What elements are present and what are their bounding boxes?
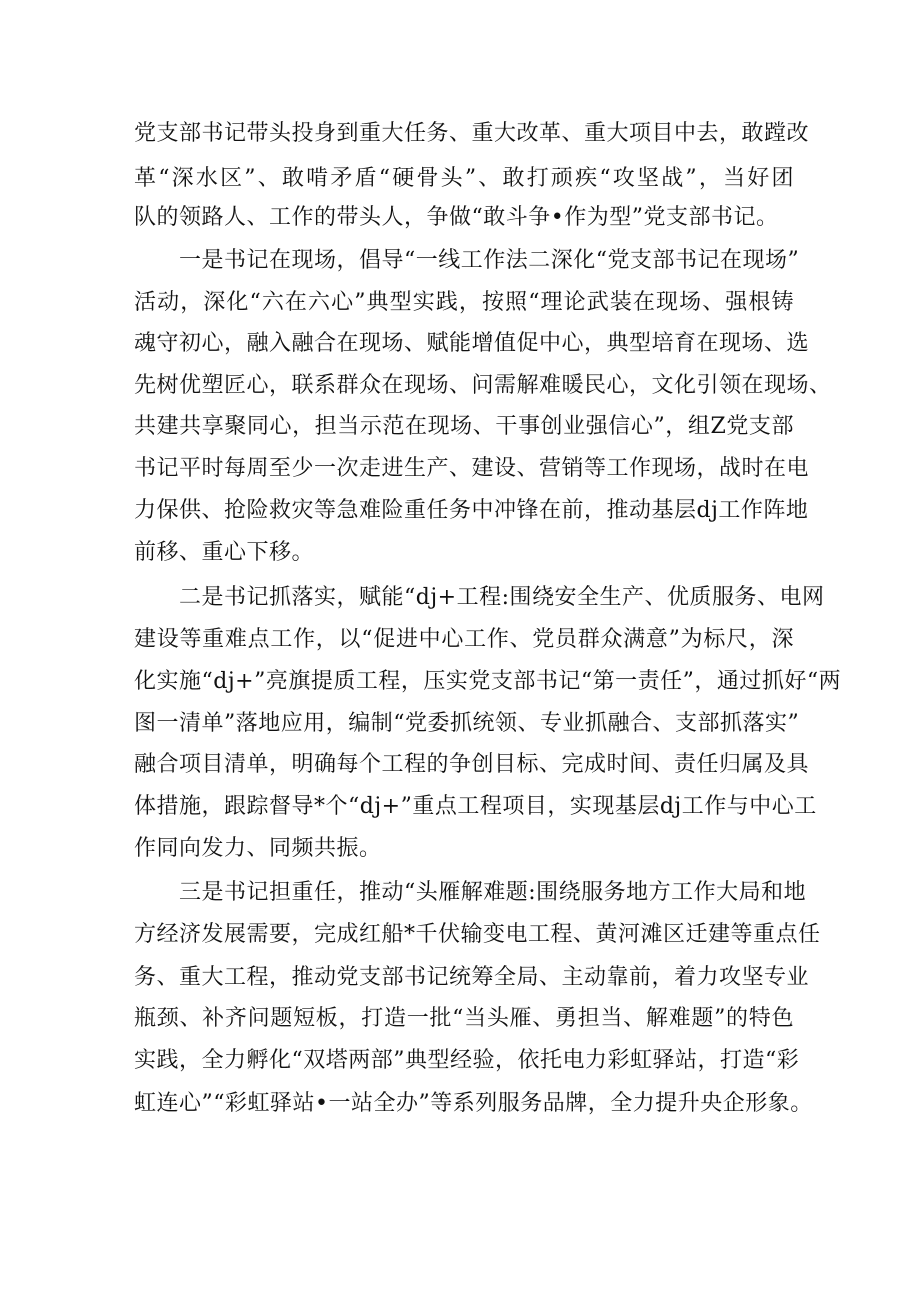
paragraph-line: 力保供、抢险救灾等急难险重任务中冲锋在前，推动基层dj工作阵地 bbox=[134, 498, 809, 523]
paragraph-line: 革“深水区”、敢啃矛盾“硬骨头”、敢打顽疾“攻坚战”，当好团 bbox=[134, 166, 794, 191]
paragraph-line: 作同向发力、同频共振。 bbox=[134, 836, 382, 861]
paragraph-line: 务、重大工程，推动党支部书记统筹全局、主动靠前，着力攻坚专业 bbox=[134, 965, 810, 990]
paragraph-line: 书记平时每周至少一次走进生产、建设、营销等工作现场，战时在电 bbox=[134, 456, 810, 481]
paragraph-line: 化实施“dj+”亮旗提质工程，压实党支部书记“第一责任”，通过抓好“两 bbox=[134, 669, 842, 694]
paragraph-line: 党支部书记带头投身到重大任务、重大改革、重大项目中去，敢蹚改 bbox=[134, 121, 810, 146]
paragraph-line: 一是书记在现场，倡导“一线工作法二深化“党支部书记在现场” bbox=[179, 248, 800, 273]
paragraph-line: 共建共享聚同心，担当示范在现场、干事创业强信心”，组Z党支部 bbox=[134, 414, 794, 439]
paragraph-line: 三是书记担重任，推动“头雁解难题:围绕服务地方工作大局和地 bbox=[179, 880, 807, 905]
paragraph-line: 二是书记抓落实，赋能“dj+工程:围绕安全生产、优质服务、电网 bbox=[179, 585, 825, 610]
paragraph-line: 前移、重心下移。 bbox=[134, 540, 315, 565]
paragraph-line: 活动，深化“六在六心”典型实践，按照“理论武装在现场、强根铸 bbox=[134, 290, 794, 315]
paragraph-line: 实践，全力孵化“双塔两部”典型经验，依托电力彩虹驿站，打造“彩 bbox=[134, 1048, 800, 1073]
paragraph-line: 融合项目清单，明确每个工程的争创目标、完成时间、责任归属及具 bbox=[134, 752, 810, 777]
paragraph-line: 方经济发展需要，完成红船*千伏输变电工程、黄河滩区迁建等重点任 bbox=[134, 922, 821, 947]
paragraph-line: 体措施，跟踪督导*个“dj+”重点工程项目，实现基层dj工作与中心工 bbox=[134, 794, 817, 819]
paragraph-line: 建设等重难点工作，以“促进中心工作、党员群众满意”为标尺，深 bbox=[134, 627, 794, 652]
paragraph-line: 瓶颈、补齐问题短板，打造一批“当头雁、勇担当、解难题”的特色 bbox=[134, 1006, 794, 1031]
paragraph-line: 先树优塑匠心，联系群众在现场、问需解难暖民心，文化引领在现场、 bbox=[134, 373, 832, 398]
paragraph-line: 队的领路人、工作的带头人，争做“敢斗争•作为型”党支部书记。 bbox=[134, 205, 779, 230]
paragraph-line: 图一清单”落地应用，编制“党委抓统领、专业抓融合、支部抓落实” bbox=[134, 711, 800, 736]
paragraph-line: 魂守初心，融入融合在现场、赋能增值促中心，典型培育在现场、选 bbox=[134, 331, 810, 356]
paragraph-line: 虹连心”“彩虹驿站•一站全办”等系列服务品牌，全力提升央企形象。 bbox=[134, 1091, 813, 1116]
